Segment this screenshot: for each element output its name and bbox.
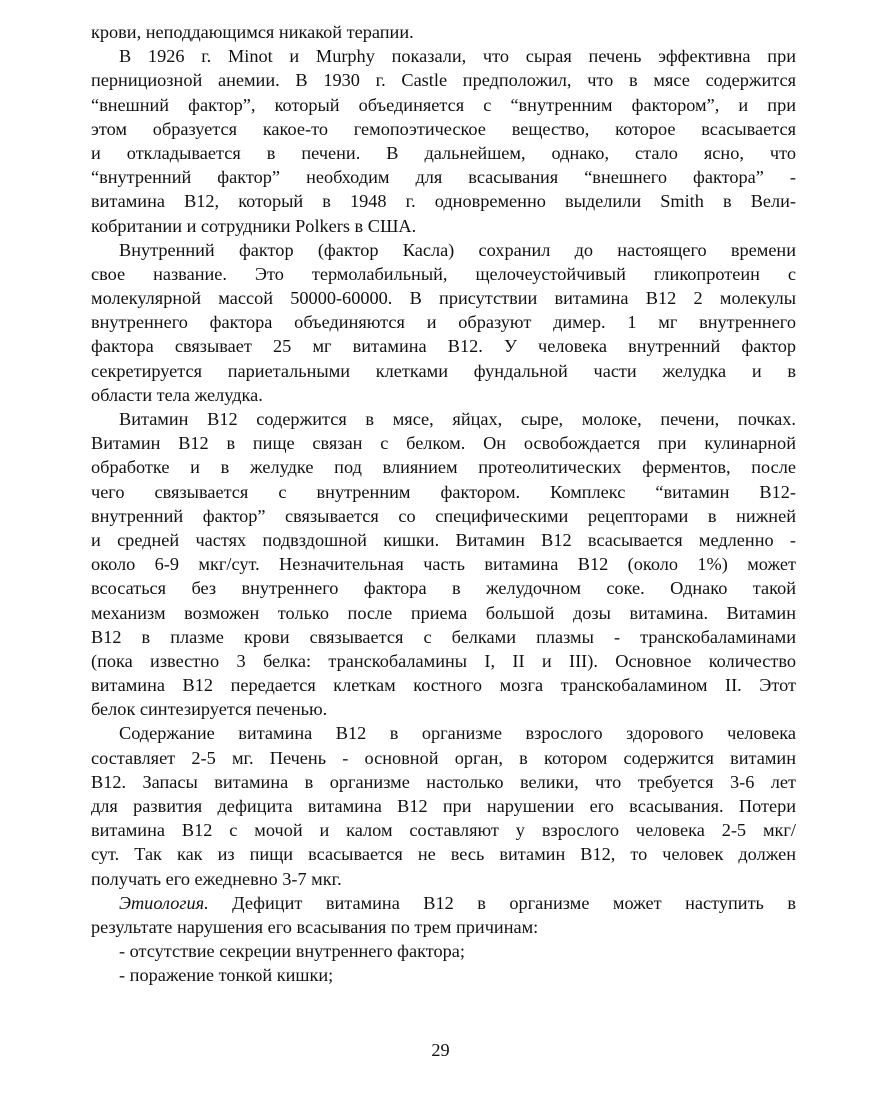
etiology-heading: Этиология.: [119, 892, 209, 913]
text-line: фактора связывает 25 мг витамина B12. У человека внутренний фактор: [91, 336, 796, 357]
text-line: (пока известно 3 белка: транскобаламины I, II и III). Основное количество: [91, 650, 796, 671]
text-line: внутреннего фактора объединяются и образуют димер. 1 мг внутреннего: [91, 312, 796, 333]
text-line: области тела желудка.: [91, 384, 263, 405]
etiology-line: [91, 891, 796, 915]
text-line: около 6-9 мкг/сут. Незначительная часть витамина B12 (около 1%) может: [91, 554, 796, 575]
text-line: секретируется париетальными клетками фундальной части желудка и в: [91, 360, 796, 381]
text-line: Витамин B12 в пище связан с белком. Он освобождается при кулинарной: [91, 433, 796, 454]
text-line: “внешний фактор”, который объединяется с “внутренним фактором”, и при: [91, 94, 796, 115]
etiology-text: Дефицит витамина B12 в организме может наступить в: [208, 892, 796, 913]
text-line: свое название. Это термолабильный, щелочеустойчивый гликопротеин с: [91, 263, 796, 284]
text-line: составляет 2-5 мг. Печень - основной орган, в котором содержится витамин: [91, 747, 796, 768]
text-line: Внутренний фактор (фактор Касла) сохранил до настоящего времени: [119, 239, 796, 260]
text-line: B12. Запасы витамина в организме настолько велики, что требуется 3-6 лет: [91, 771, 796, 792]
text-line: сут. Так как из пищи всасывается не весь витамин B12, то человек должен: [91, 844, 796, 865]
text-line: “внутренний фактор” необходим для всасывания “внешнего фактора” -: [91, 167, 796, 188]
text-line: всосаться без внутреннего фактора в желудочном соке. Однако такой: [91, 578, 796, 599]
text-line: результате нарушения его всасывания по трем причинам:: [91, 916, 539, 937]
text-line: кобритании и сотрудники Polkers в США.: [91, 215, 417, 236]
text-line: молекулярной массой 50000-60000. В присутствии витамина B12 2 молекулы: [91, 288, 796, 309]
document-page: [91, 20, 796, 988]
text-line: внутренний фактор” связывается со специфическими рецепторами в нижней: [91, 505, 796, 526]
text-line: получать его ежедневно 3-7 мкг.: [91, 868, 342, 889]
text-line: витамина B12, который в 1948 г. одновременно выделили Smith в Вели-: [91, 191, 796, 212]
text-line: и средней частях подвздошной кишки. Витамин B12 всасывается медленно -: [91, 529, 796, 550]
text-line: механизм возможен только после приема большой дозы витамина. Витамин: [91, 602, 796, 623]
text-line: крови, неподдающимся никакой терапии.: [91, 22, 414, 42]
text-line: Витамин B12 содержится в мясе, яйцах, сыре, молоке, печени, почках.: [119, 409, 796, 429]
text-line: B12 в плазме крови связывается с белками плазмы - транскобаламинами: [91, 626, 796, 647]
text-line: и откладывается в печени. В дальнейшем, однако, стало ясно, что: [91, 142, 796, 163]
text-line: В 1926 г. Minot и Murphy показали, что сырая печень эффективна при: [119, 46, 796, 67]
text-line: обработке и в желудке под влиянием протеолитических ферментов, после: [91, 457, 796, 478]
list-item: - поражение тонкой кишки;: [119, 965, 334, 986]
text-line: пернициозной анемии. В 1930 г. Castle предположил, что в мясе содержится: [91, 70, 796, 91]
text-line: витамина B12 с мочой и калом составляют у взрослого человека 2-5 мкг/: [91, 820, 796, 841]
text-line: этом образуется какое-то гемопоэтическое вещество, которое всасывается: [91, 118, 796, 139]
text-line: чего связывается с внутренним фактором. Комплекс “витамин B12-: [91, 481, 796, 502]
text-line: для развития дефицита витамина B12 при нарушении его всасывания. Потери: [91, 796, 796, 816]
text-line: белок синтезируется печенью.: [91, 699, 328, 720]
list-item: - отсутствие секреции внутреннего фактора;: [119, 941, 465, 962]
page-number: 29: [431, 1040, 450, 1060]
text-line: Содержание витамина B12 в организме взрослого здорового человека: [119, 723, 796, 744]
text-line: витамина B12 передается клеткам костного мозга транскобаламином II. Этот: [91, 675, 796, 696]
